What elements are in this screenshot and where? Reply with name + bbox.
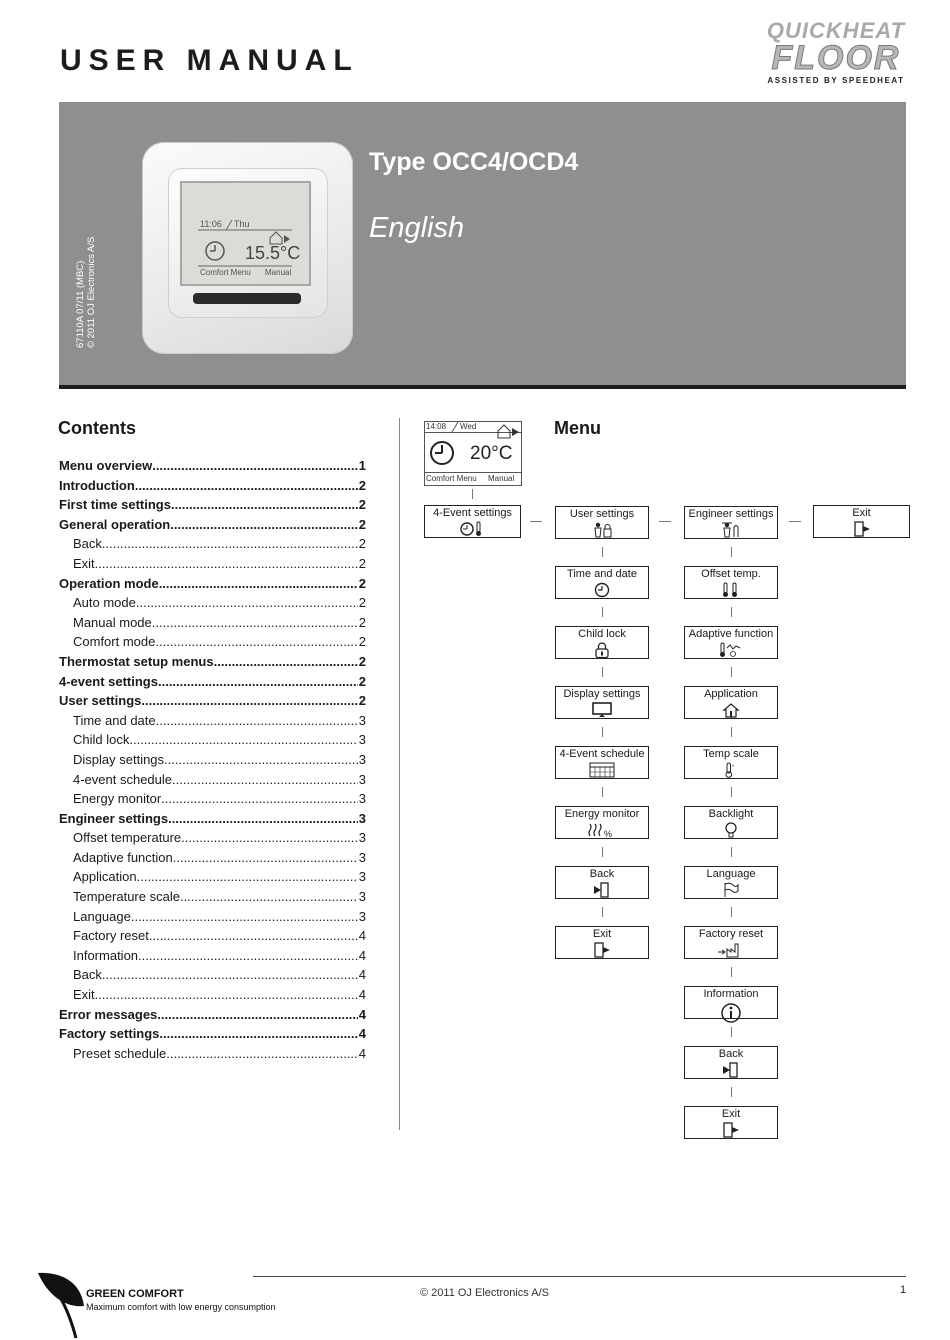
toc-leader-dots (164, 752, 358, 767)
toc-entry-page: 3 (358, 771, 366, 787)
toc-leader-dots (135, 478, 358, 493)
toc-entry (59, 654, 366, 674)
connector (602, 547, 603, 557)
toc-entry-title: Factory reset (73, 928, 149, 944)
toc-leader-dots (155, 634, 357, 649)
toc-entry-title: Time and date (73, 712, 156, 728)
toc-entry-page: 2 (358, 536, 366, 552)
menu-box-label: 4-Event schedule (559, 748, 645, 760)
toc-leader-dots (95, 987, 358, 1002)
connector (731, 547, 732, 557)
toc-leader-dots (102, 536, 358, 551)
menu-box (555, 686, 649, 719)
menu-box (684, 986, 778, 1019)
light-bulb-icon (685, 822, 777, 838)
menu-box-label: Engineer settings (688, 508, 774, 520)
connector (731, 1087, 732, 1097)
toc-leader-dots (129, 732, 357, 747)
menu-box (555, 506, 649, 539)
toc-entry (59, 752, 366, 772)
toc-leader-dots (138, 948, 358, 963)
toc-leader-dots (181, 830, 358, 845)
toc-entry (59, 889, 366, 909)
connector (731, 667, 732, 677)
menu-box (555, 626, 649, 659)
connector (731, 787, 732, 797)
toc-leader-dots (157, 1007, 357, 1022)
toc-entry-title: Factory settings (59, 1026, 160, 1042)
toc-entry (59, 576, 366, 596)
connector (789, 521, 801, 522)
screen-day: Wed (460, 422, 477, 431)
factory-icon (685, 942, 777, 958)
menu-box-label: Backlight (708, 808, 754, 820)
toc-leader-dots (102, 967, 358, 982)
back-door-icon (685, 1062, 777, 1078)
connector (472, 489, 473, 499)
connector (659, 521, 671, 522)
toc-entry-page: 3 (358, 791, 366, 807)
toc-leader-dots (141, 693, 357, 708)
menu-box-label: Energy monitor (564, 808, 640, 820)
connector (602, 727, 603, 737)
toc-entry-page: 3 (358, 751, 366, 767)
toc-entry (59, 615, 366, 635)
toc-entry-page: 2 (358, 634, 366, 650)
toc-entry (59, 732, 366, 752)
calendar-grid-icon (556, 762, 648, 778)
manual-language: English (369, 212, 465, 244)
menu-box (684, 926, 778, 959)
page-number: 1 (900, 1284, 907, 1296)
toc-entry-page: 4 (358, 1006, 366, 1022)
toc-entry-page: 1 (358, 458, 366, 473)
brand-line-2: FLOOR (771, 39, 901, 77)
menu-box-label: Language (706, 868, 756, 880)
toc-entry (59, 713, 366, 733)
svg-text:%: % (604, 829, 613, 838)
menu-box (555, 566, 649, 599)
toc-leader-dots (156, 713, 358, 728)
toc-entry-page: 2 (358, 693, 366, 709)
toc-leader-dots (214, 654, 358, 669)
toc-entry-title: Back (73, 967, 102, 983)
menu-box-label: Child lock (578, 628, 626, 640)
toc-entry (59, 536, 366, 556)
connector (731, 1027, 732, 1037)
toc-leader-dots (172, 772, 358, 787)
toc-entry-title: 4-event schedule (73, 771, 173, 787)
toc-entry-title: Manual mode (73, 614, 152, 630)
menu-box (684, 746, 778, 779)
document-reference (75, 237, 97, 348)
menu-box-label: Display settings (563, 688, 641, 700)
menu-heading: Menu (554, 418, 601, 438)
menu-box (684, 1046, 778, 1079)
connector (731, 907, 732, 917)
toc-entry-title: 4-event settings (59, 673, 158, 689)
footer-copyright: © 2011 OJ Electronics A/S (420, 1287, 549, 1299)
toc-entry-title: Error messages (59, 1006, 158, 1022)
doc-copyright: © 2011 OJ Electronics A/S (86, 236, 97, 348)
brand-logo (766, 20, 906, 85)
flag-icon (685, 882, 777, 898)
toc-entry-title: Preset schedule (73, 1045, 167, 1061)
toc-leader-dots (159, 1026, 357, 1041)
menu-box (555, 866, 649, 899)
toc-leader-dots (131, 909, 358, 924)
toc-entry (59, 987, 366, 1007)
menu-box (684, 506, 778, 539)
toc-entry (59, 811, 366, 831)
heat-waves-percent-icon (556, 822, 648, 838)
connector (731, 847, 732, 857)
clock-icon (556, 582, 648, 598)
toc-entry (59, 497, 366, 517)
toc-entry-title: General operation (59, 516, 171, 532)
toc-entry-title: Engineer settings (59, 810, 169, 826)
toc-entry (59, 634, 366, 654)
toc-entry-page: 4 (358, 928, 366, 944)
menu-box-label: Information (703, 988, 759, 1000)
device-buttons (193, 293, 301, 304)
toc-leader-dots (168, 811, 358, 826)
toc-entry-page: 2 (358, 614, 366, 630)
menu-box (684, 566, 778, 599)
toc-entry (59, 674, 366, 694)
toc-leader-dots (152, 458, 358, 473)
info-icon (685, 1002, 777, 1018)
toc-entry-page: 3 (358, 908, 366, 924)
toc-leader-dots (152, 615, 358, 630)
menu-box-label: Back (589, 868, 615, 880)
toc-entry-page: 2 (358, 477, 366, 493)
menu-box-label: Application (704, 688, 758, 700)
toc-entry-page: 4 (358, 1026, 366, 1042)
menu-box-4-event-settings (424, 505, 521, 538)
toc-entry (59, 830, 366, 850)
toc-entry-title: Introduction (59, 477, 135, 493)
leaf-logo-icon (36, 1270, 86, 1340)
connector (731, 727, 732, 737)
contents-heading: Contents (58, 418, 136, 438)
connector (731, 967, 732, 977)
toc-entry-page: 2 (358, 595, 366, 611)
toc-entry-page: 2 (358, 516, 366, 532)
toc-entry-title: Operation mode (59, 575, 159, 591)
toc-entry-page: 3 (358, 889, 366, 905)
toc-entry-page: 4 (358, 987, 366, 1003)
menu-box (684, 686, 778, 719)
screen-manual: Manual (488, 474, 515, 483)
toc-entry (59, 1026, 366, 1046)
device-time: 11:06 (200, 219, 222, 229)
toc-entry (59, 556, 366, 576)
toc-entry (59, 693, 366, 713)
menu-box-label: User settings (569, 508, 635, 520)
user-settings-icon (556, 522, 648, 538)
toc-entry (59, 1046, 366, 1066)
toc-entry (59, 909, 366, 929)
toc-leader-dots (158, 674, 358, 689)
toc-entry (59, 478, 366, 498)
toc-entry-title: First time settings (59, 497, 171, 513)
padlock-icon (556, 642, 648, 658)
menu-box-label: Offset temp. (701, 568, 761, 580)
connector (602, 607, 603, 617)
toc-entry-title: Exit (73, 987, 95, 1003)
toc-entry (59, 869, 366, 889)
toc-entry-page: 3 (358, 712, 366, 728)
green-comfort-subtitle: Maximum comfort with low energy consumption (86, 1302, 276, 1312)
toc-entry (59, 791, 366, 811)
toc-leader-dots (137, 869, 358, 884)
menu-box (555, 926, 649, 959)
connector (602, 907, 603, 917)
menu-box-label: Back (718, 1048, 744, 1060)
banner-rule (59, 385, 906, 389)
svg-text:°: ° (732, 765, 735, 771)
toc-entry-title: Information (73, 947, 139, 963)
brand-line-1: QUICKHEAT (766, 18, 906, 43)
menu-box (684, 1106, 778, 1139)
toc-entry-title: Display settings (73, 751, 165, 767)
document-title: USER MANUAL (60, 44, 359, 77)
toc-entry (59, 772, 366, 792)
device-temperature: 15.5°C (245, 243, 301, 263)
engineer-icon (685, 522, 777, 538)
connector (731, 607, 732, 617)
toc-entry-page: 2 (358, 673, 366, 689)
menu-box-label: Temp scale (703, 748, 759, 760)
toc-entry-page: 3 (358, 830, 366, 846)
connector (530, 521, 542, 522)
toc-entry-title: Application (73, 869, 137, 885)
toc-leader-dots (161, 791, 358, 806)
back-door-icon (556, 882, 648, 898)
house-icon (498, 425, 510, 438)
brand-tagline: ASSISTED BY SPEEDHEAT (767, 76, 905, 85)
toc-entry-title: Temperature scale (73, 889, 180, 905)
toc-entry-title: Comfort mode (73, 634, 156, 650)
toc-entry-title: Child lock (73, 732, 130, 748)
monitor-icon (556, 702, 648, 718)
toc-leader-dots (171, 497, 358, 512)
green-comfort-title: GREEN COMFORT (86, 1288, 184, 1300)
toc-leader-dots (149, 928, 358, 943)
toc-entry (59, 595, 366, 615)
menu-box-label: Time and date (567, 568, 637, 580)
menu-box (555, 746, 649, 779)
menu-box (684, 626, 778, 659)
thermometer-scale-icon (685, 762, 777, 778)
menu-box-exit-top (813, 505, 910, 538)
toc-entry-title: User settings (59, 693, 142, 709)
toc-entry-page: 3 (358, 869, 366, 885)
toc-entry-title: Energy monitor (73, 791, 162, 807)
toc-entry (59, 1007, 366, 1027)
toc-entry-page: 2 (358, 653, 366, 669)
thermometer-graph-icon (685, 642, 777, 658)
menu-box (555, 806, 649, 839)
menu-box (684, 806, 778, 839)
toc-entry (59, 967, 366, 987)
menu-box-label: Adaptive function (688, 628, 774, 640)
toc-leader-dots (173, 850, 358, 865)
toc-entry-page: 2 (358, 575, 366, 591)
toc-entry-title: Back (73, 536, 102, 552)
toc-entry-title: Auto mode (73, 595, 136, 611)
clock-thermometer-icon (425, 521, 520, 537)
toc-leader-dots (170, 517, 358, 532)
toc-entry-page: 4 (358, 967, 366, 983)
toc-entry-page: 3 (358, 810, 366, 826)
toc-entry-page: 4 (358, 947, 366, 963)
screen-comfort-menu: Comfort Menu (426, 474, 477, 483)
toc-leader-dots (136, 595, 358, 610)
toc-entry-title: Menu overview (59, 458, 153, 473)
toc-entry-title: Exit (73, 555, 95, 571)
toc-entry-page: 2 (358, 497, 366, 513)
toc-entry-page: 3 (358, 849, 366, 865)
footer-rule (253, 1276, 906, 1277)
toc-leader-dots (180, 889, 358, 904)
toc-entry-page: 3 (358, 732, 366, 748)
menu-box-label: 4-Event settings (433, 507, 512, 519)
toc-leader-dots (166, 1046, 358, 1061)
menu-box (684, 866, 778, 899)
menu-box-label: Exit (592, 928, 612, 940)
house-icon (685, 702, 777, 718)
device-manual-label: Manual (265, 268, 292, 277)
toc-entry-title: Thermostat setup menus (59, 653, 214, 669)
toc-entry (59, 850, 366, 870)
doc-code: 67110A 07/11 (MBC) (75, 260, 86, 348)
toc-entry (59, 458, 366, 478)
screen-temperature: 20°C (470, 443, 513, 464)
toc-entry-title: Offset temperature (73, 830, 182, 846)
toc-entry-page: 4 (358, 1045, 366, 1061)
toc-entry (59, 948, 366, 968)
device-day: Thu (234, 219, 250, 229)
menu-box-label: Exit (852, 507, 871, 519)
connector (602, 667, 603, 677)
toc-entry-title: Language (73, 908, 131, 924)
toc-entry-page: 2 (358, 555, 366, 571)
device-menu-label: Comfort Menu (200, 268, 251, 277)
exit-door-icon (685, 1122, 777, 1138)
connector (602, 847, 603, 857)
product-type: Type OCC4/OCD4 (369, 148, 579, 176)
menu-box-label: Exit (721, 1108, 741, 1120)
exit-door-icon (556, 942, 648, 958)
toc-leader-dots (159, 576, 358, 591)
toc-entry-title: Adaptive function (73, 849, 173, 865)
connector (602, 787, 603, 797)
menu-box-label: Factory reset (698, 928, 764, 940)
thermometers-icon (685, 582, 777, 598)
exit-door-icon (814, 521, 909, 537)
table-of-contents (59, 458, 366, 1065)
column-divider (399, 418, 400, 1130)
toc-leader-dots (95, 556, 358, 571)
toc-entry (59, 517, 366, 537)
toc-entry (59, 928, 366, 948)
screen-time: 14:08 (426, 422, 447, 431)
